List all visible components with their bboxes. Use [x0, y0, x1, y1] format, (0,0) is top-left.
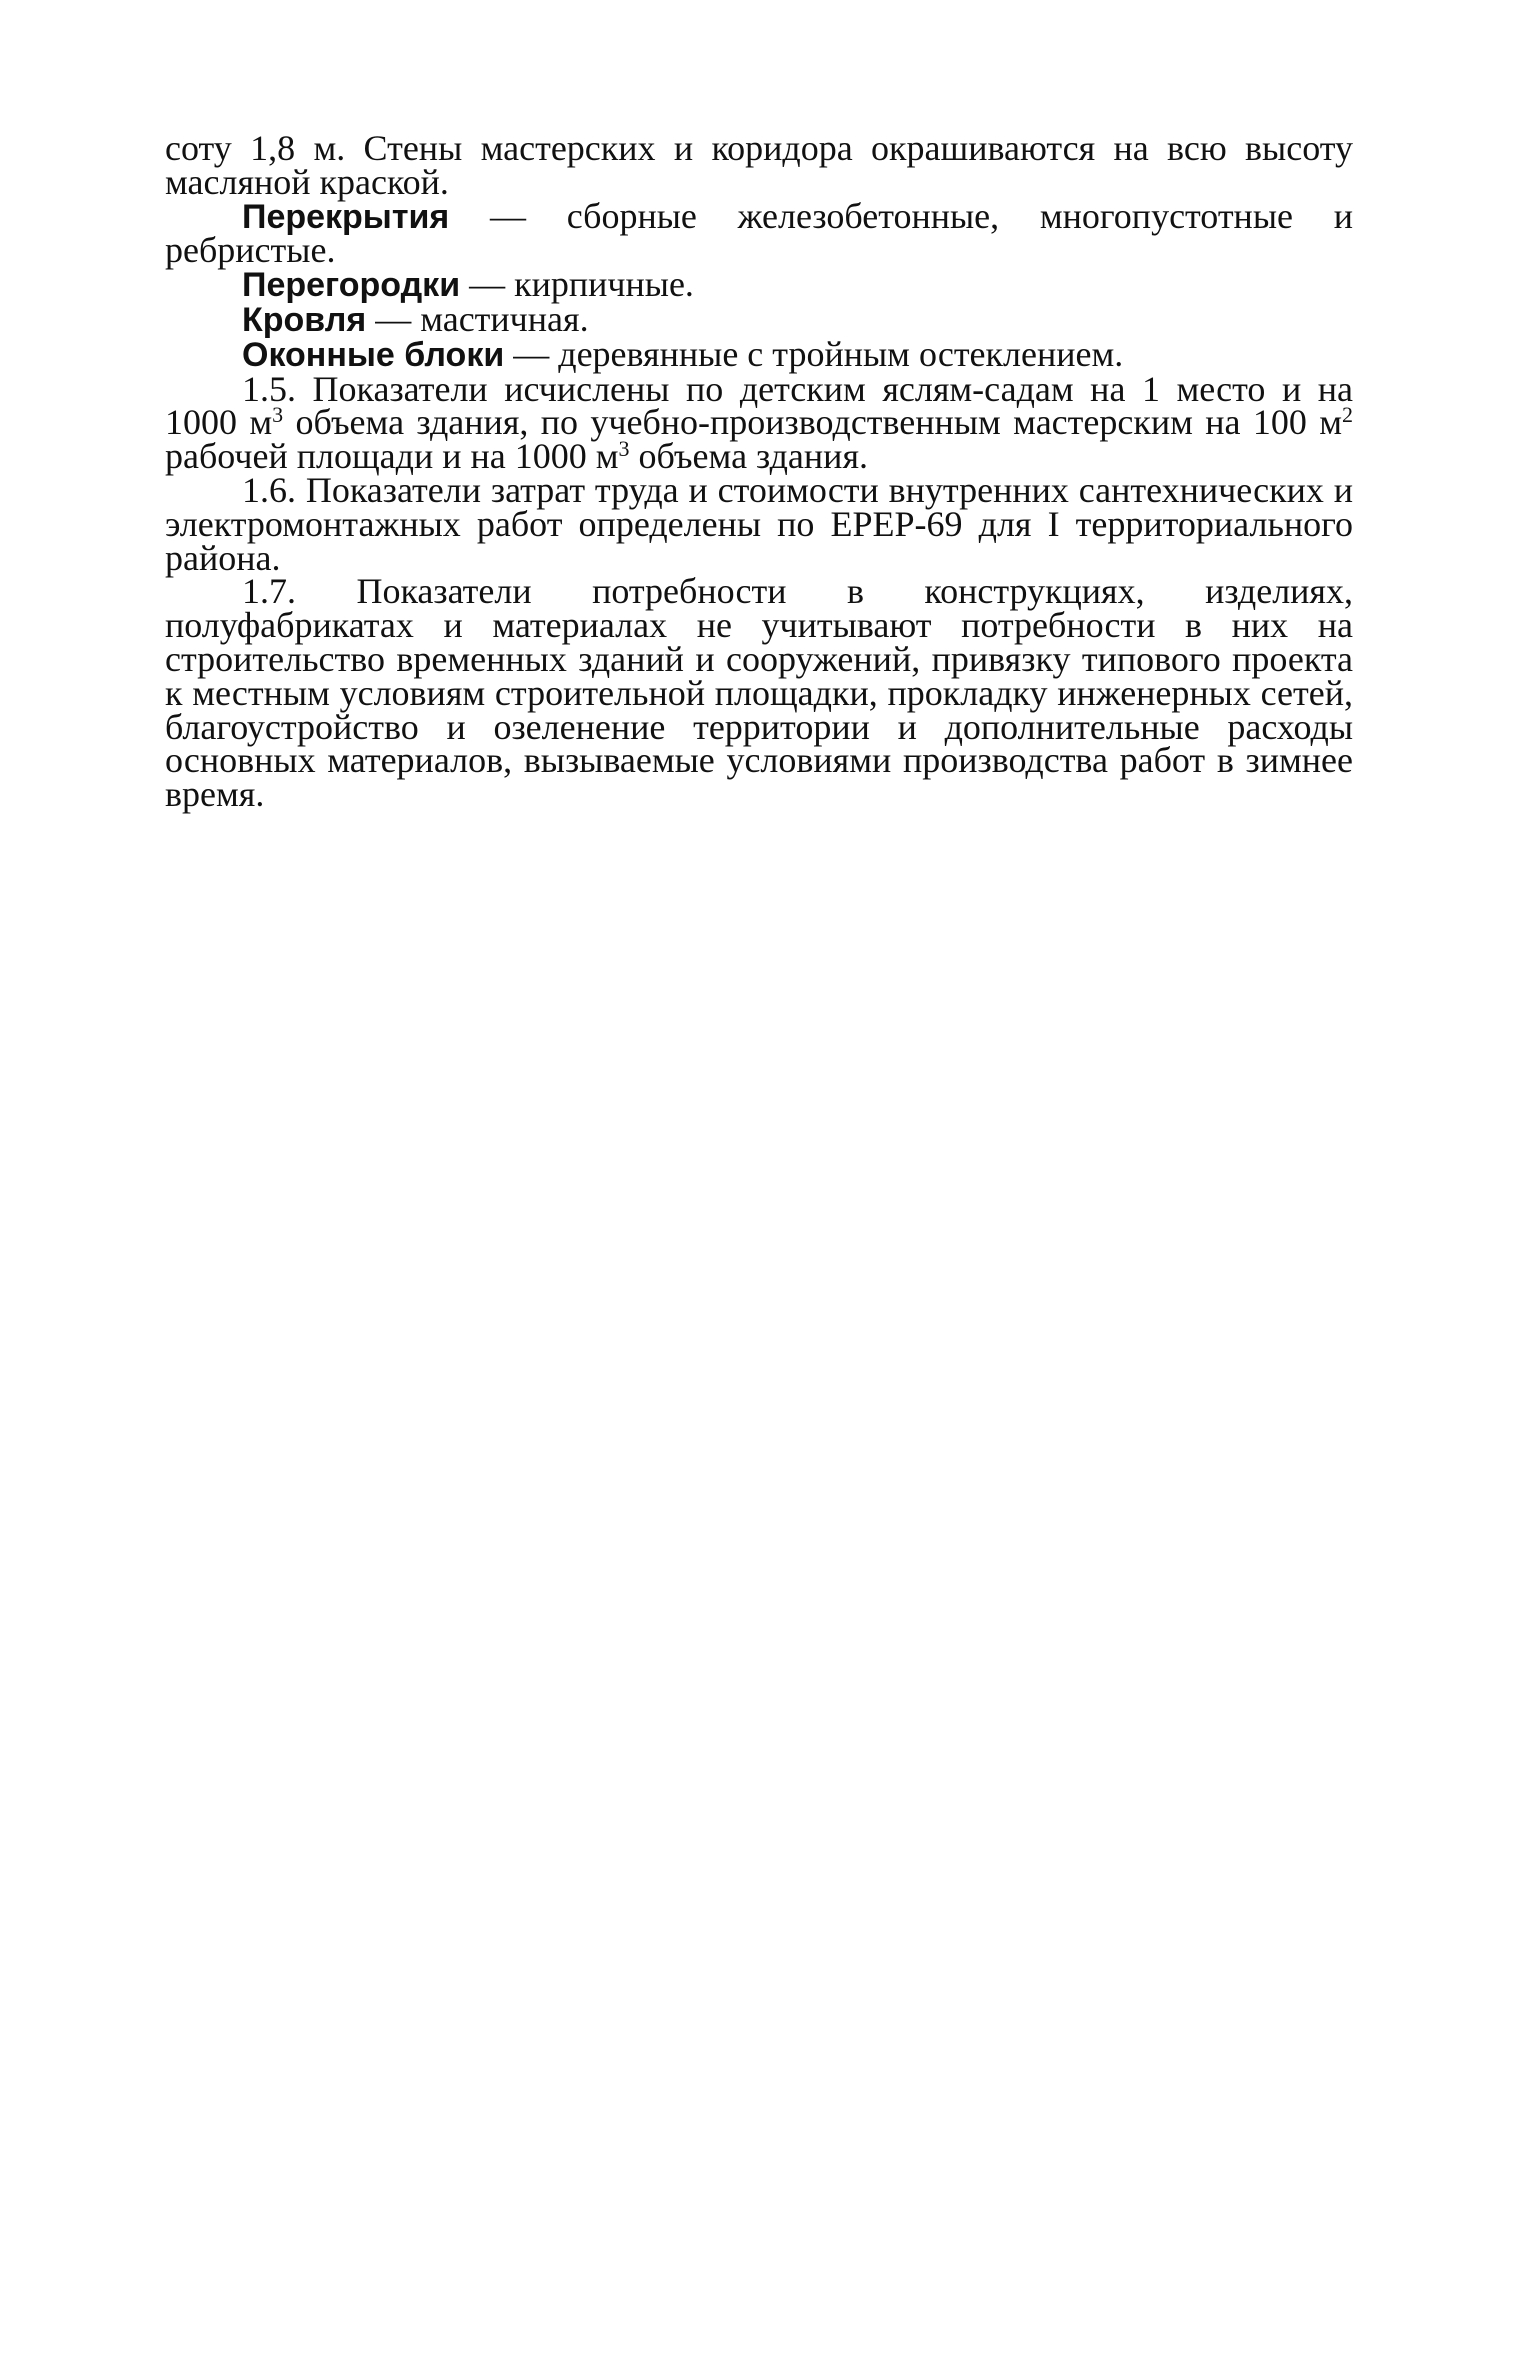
paragraph-roof [165, 298, 1353, 339]
section-1-5-part2: объема здания, по учебно-производственным мастерским на 100 м [283, 402, 1343, 443]
paragraph-walls [165, 128, 1353, 202]
partitions-text: — кирпичные. [460, 264, 694, 305]
section-1-7-text: 1.7. Показатели потребности в конструкциях, изделиях, полуфабрикатах и материалах не учитывают потребности в них на строительство временных зданий и сооружений, привязку типового проекта к местным условиям строительной площадки, прокладку инженерных сетей, благоустройство и озеленение территории и дополнительные расходы основных материалов, вызываемые условиями производства работ в зимнее время. [165, 571, 1353, 815]
superscript-cubic: 3 [272, 402, 284, 428]
paragraph-1-7 [165, 571, 1353, 815]
superscript-cubic-2: 3 [618, 436, 630, 462]
partitions-term: Перегородки [242, 266, 461, 305]
roof-text: — мастичная. [366, 298, 589, 339]
section-1-6-text: 1.6. Показатели затрат труда и стоимости внутренних сантехнических и электромонтажных работ определены по ЕРЕР-69 для I территориального района. [165, 469, 1353, 578]
paragraph-windows [165, 333, 1353, 374]
floors-term: Перекрытия [242, 197, 450, 236]
windows-text: — деревянные с тройным остеклением. [504, 333, 1124, 374]
paragraph-partitions [165, 264, 1353, 305]
floors-text: — сборные железобетонные, многопустотные и ребристые. [165, 195, 1353, 271]
section-1-5-part4: объема здания. [629, 436, 868, 477]
section-1-5-part3: рабочей площади и на 1000 м [165, 436, 619, 477]
paragraph-1-5 [165, 368, 1354, 477]
section-1-5-part1: 1.5. Показатели исчислены по детским яслям-садам на 1 место и на 1000 м [165, 368, 1353, 443]
roof-term: Кровля [242, 300, 367, 339]
paragraph-1-6 [165, 469, 1353, 578]
superscript-square: 2 [1342, 402, 1354, 428]
windows-term: Оконные блоки [242, 335, 505, 374]
walls-text: соту 1,8 м. Стены мастерских и коридора окрашиваются на всю высоту масляной краской. [165, 128, 1353, 202]
paragraph-floors [165, 195, 1353, 271]
document-page [165, 128, 1354, 815]
